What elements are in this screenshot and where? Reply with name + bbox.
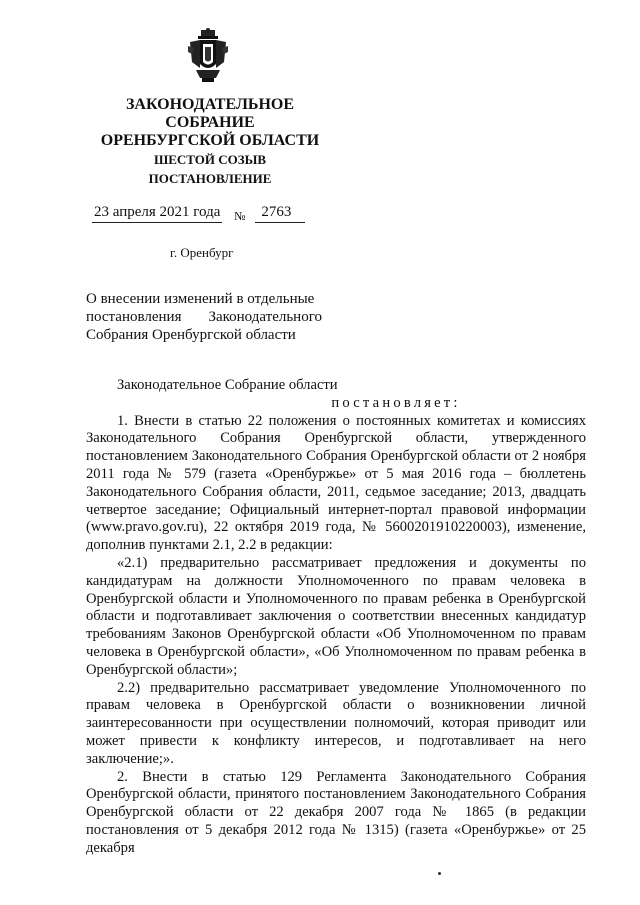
header-line-1: ЗАКОНОДАТЕЛЬНОЕ: [125, 96, 295, 113]
paragraph-2-1: «2.1) предварительно рассматривает предложения и документы по кандидатурам на должности Уполномоченного по правам человека в Оренбургской области и Уполномоченного по правам ребенка в Оренбургской области и подготавливает заключения о соответствии внесенных кандидатур требованиям Законов Оренбургской области «Об Уполномоченном по правам человека в Оренбургской области», «Об Уполномоченном по правам ребенка в Оренбургской области»;: [86, 554, 586, 678]
paragraph-1: 1. Внести в статью 22 положения о постоянных комитетах и комиссиях Законодательного Собрания Оренбургской области, утвержденного постановлением Законодательного Собрания Оренбургской области от 2 ноября 2011 года № 579 (газета «Оренбуржье» от 5 мая 2016 года – бюллетень Законодательного Собрания области, 2011, седьмое заседание; 2013, двадцать четвертое заседание; Официальный интернет-портал правовой информации (www.pravo.gov.ru), 22 октября 2019 года, № 5600201910220003), изменение, дополнив пунктами 2.1, 2.2 в редакции:: [86, 412, 586, 554]
decides-line: постановляет:: [331, 394, 461, 411]
document-number: 2763: [255, 204, 305, 223]
city: г. Оренбург: [170, 245, 234, 260]
document-body: [86, 377, 586, 858]
assembly-line: Законодательное Собрание области: [117, 377, 338, 393]
paragraph-2: 2. Внести в статью 129 Регламента Законодательного Собрания Оренбургской области, принятого постановлением Законодательного Собрания Оренбургской области от 22 декабря 2007 года № 1865 (в редакции постановления от 5 декабря 2012 года № 1315) (газета «Оренбуржье» от 25 декабря: [86, 768, 586, 856]
subject-line-3: Собрания Оренбургской области: [86, 327, 296, 343]
paragraph-2-2: 2.2) предварительно рассматривает уведомление Уполномоченного по правам человека в Оренбургской области о возникновении личной заинтересованности при осуществлении полномочий, которая приводит или может привести к конфликту интересов, и подготавливает на него заключение;».: [86, 679, 586, 767]
number-sign: №: [234, 209, 246, 223]
document-date: 23 апреля 2021 года: [92, 204, 222, 223]
coat-of-arms-icon: [186, 28, 230, 84]
convocation: ШЕСТОЙ СОЗЫВ: [153, 152, 267, 167]
subject-line-1: О внесении изменений в отдельные: [86, 291, 315, 307]
header-line-2: СОБРАНИЕ: [165, 114, 255, 131]
header-line-3: ОРЕНБУРГСКОЙ ОБЛАСТИ: [100, 132, 320, 149]
document-subject: [86, 290, 322, 344]
page-mark: [438, 872, 441, 875]
date-number-line: [92, 204, 305, 223]
document-type: ПОСТАНОВЛЕНИЕ: [148, 171, 272, 186]
subject-line-2: постановления Законодательного: [86, 309, 322, 325]
